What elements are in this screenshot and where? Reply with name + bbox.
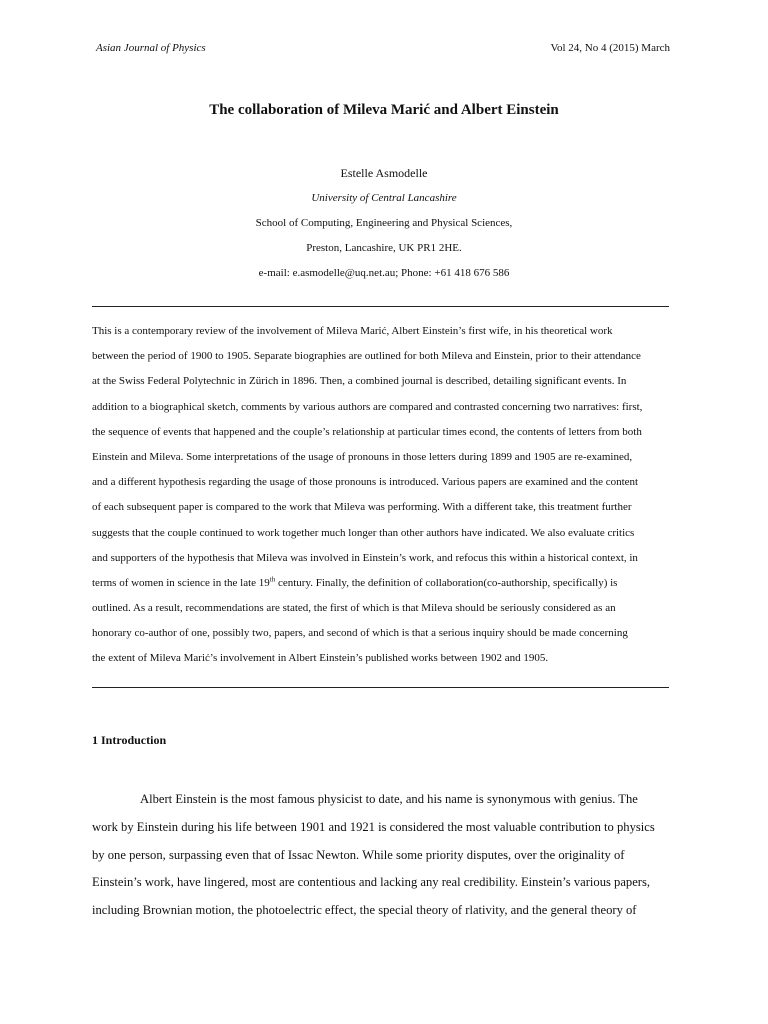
abstract-line: honorary co-author of one, possibly two, papers, and second of which is that a serious inquiry should be made concerning: [92, 627, 628, 640]
body-line: including Brownian motion, the photoelectric effect, the special theory of rlativity, and the general theory of: [92, 903, 637, 918]
volume-info: Vol 24, No 4 (2015) March: [550, 42, 670, 54]
abstract-text: century. Finally, the definition of collaboration(co-authorship, specifically) is: [275, 576, 618, 589]
body-line: Albert Einstein is the most famous physicist to date, and his name is synonymous with genius. The: [140, 792, 638, 806]
body-line: by one person, surpassing even that of Issac Newton. While some priority disputes, over the originality of: [92, 847, 625, 862]
abstract-text: terms of women in science in the late 19: [92, 576, 270, 589]
divider-bottom: [92, 687, 669, 688]
abstract-line: and a different hypothesis regarding the usage of those pronouns is introduced. Various papers are examined and the content: [92, 476, 639, 489]
author-contact: e-mail: e.asmodelle@uq.net.au; Phone: +61 418 676 586: [258, 267, 510, 279]
paper-title: The collaboration of Mileva Marić and Albert Einstein: [209, 102, 559, 118]
abstract-line: at the Swiss Federal Polytechnic in Zürich in 1896. Then, a combined journal is described, detailing significant events. In: [92, 375, 627, 388]
abstract-line: between the period of 1900 to 1905. Separate biographies are outlined for both Mileva and Einstein, prior to their attendance: [92, 350, 641, 363]
section-body: [92, 786, 674, 925]
abstract-line: the sequence of events that happened and the couple’s relationship at particular times econd, the contents of letters from both: [92, 425, 642, 438]
ordinal-superscript: th: [269, 575, 276, 584]
author-name: Estelle Asmodelle: [340, 166, 428, 180]
body-line: Einstein’s work, have lingered, most are contentious and lacking any real credibility. Einstein’s various papers,: [92, 875, 651, 890]
abstract-line: addition to a biographical sketch, comments by various authors are compared and contrasted concerning two narratives: first,: [92, 400, 643, 413]
journal-name: Asian Journal of Physics: [96, 42, 206, 54]
abstract-line: of each subsequent paper is compared to the work that Mileva was performing. With a different take, this treatment further: [92, 501, 632, 514]
abstract-line: suggests that the couple continued to work together much longer than other authors have indicated. We also evaluate critics: [92, 526, 635, 539]
abstract-line: the extent of Mileva Marić’s involvement in Albert Einstein’s published works between 1902 and 1905.: [92, 652, 549, 665]
abstract-line: Einstein and Mileva. Some interpretations of the usage of pronouns in those letters during 1899 and 1905 are re-examined,: [92, 450, 633, 463]
section-heading: 1 Introduction: [92, 733, 167, 747]
abstract-line: and supporters of the hypothesis that Mileva was involved in Einstein’s work, and refocus this within a historical context, in: [92, 551, 638, 564]
body-line: work by Einstein during his life between 1901 and 1921 is considered the most valuable contribution to physics: [92, 819, 655, 834]
author-university: University of Central Lancashire: [311, 192, 457, 204]
abstract: [92, 319, 674, 672]
abstract-line: [92, 571, 674, 596]
author-school: School of Computing, Engineering and Physical Sciences,: [255, 217, 513, 229]
divider-top: [92, 306, 669, 307]
author-block: [0, 165, 768, 290]
abstract-line: outlined. As a result, recommendations are stated, the first of which is that Mileva should be seriously considered as an: [92, 602, 616, 615]
author-address: Preston, Lancashire, UK PR1 2HE.: [306, 242, 462, 254]
abstract-line: This is a contemporary review of the involvement of Mileva Marić, Albert Einstein’s first wife, in his theoretical work: [92, 325, 613, 337]
